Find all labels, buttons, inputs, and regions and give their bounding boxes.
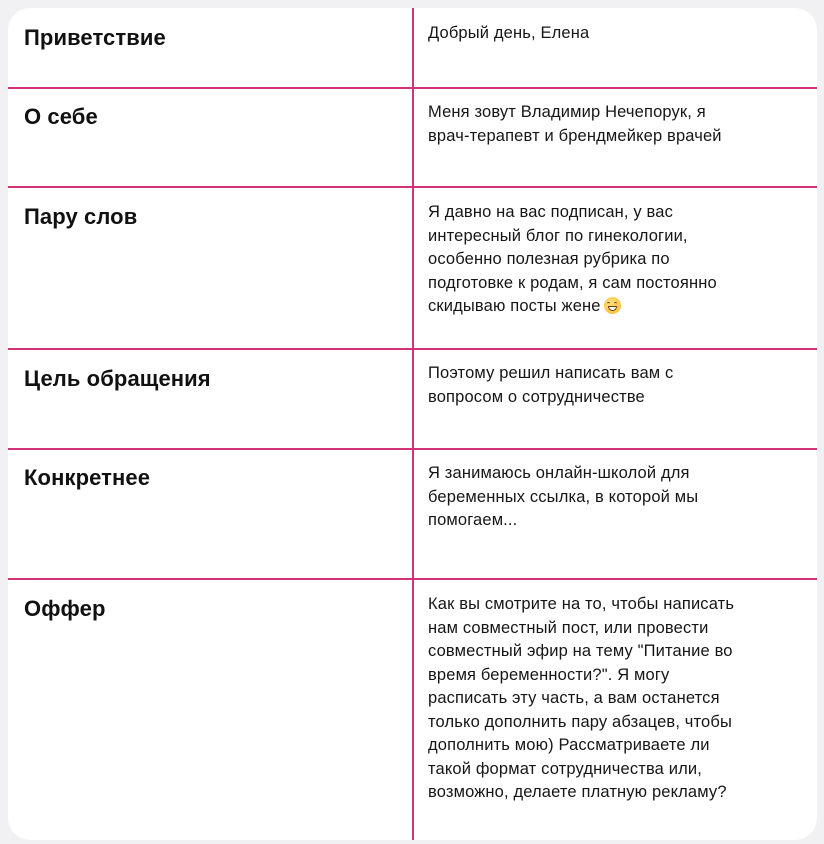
text-line: помогаем... bbox=[428, 511, 518, 529]
text-line: Я давно на вас подписан, у вас bbox=[428, 203, 673, 221]
row-label-offer: Оффер bbox=[24, 596, 106, 621]
row-label-about: О себе bbox=[24, 104, 98, 129]
text-line: Добрый день, Елена bbox=[428, 24, 590, 42]
text-line: расписать эту часть, а вам останется bbox=[428, 689, 720, 707]
column-divider bbox=[412, 8, 414, 840]
row-label-purpose: Цель обращения bbox=[24, 366, 211, 391]
row-label-few-words: Пару слов bbox=[24, 204, 138, 229]
row-value-about bbox=[428, 101, 800, 148]
text-line: время беременности?". Я могу bbox=[428, 665, 670, 684]
row-label-greeting: Приветствие bbox=[24, 25, 166, 50]
row-value-few-words bbox=[428, 201, 800, 319]
row-divider bbox=[8, 578, 817, 580]
row-divider bbox=[8, 186, 817, 188]
row-value-purpose bbox=[428, 362, 800, 409]
text-line: скидываю посты жене bbox=[428, 297, 601, 315]
row-value-specifics bbox=[428, 462, 800, 533]
row-value-offer bbox=[428, 593, 800, 805]
text-line: интересный блог по гинекологии, bbox=[428, 226, 688, 245]
text-line: особенно полезная рубрика по bbox=[428, 250, 670, 268]
text-line: только дополнить пару абзацев, чтобы bbox=[428, 712, 732, 731]
text-line: дополнить мою) Рассматриваете ли bbox=[428, 736, 710, 754]
row-label-specifics: Конкретнее bbox=[24, 465, 151, 490]
row-divider bbox=[8, 348, 817, 350]
text-line-with-emoji bbox=[428, 295, 800, 319]
row-value-greeting bbox=[428, 22, 800, 46]
message-template-table bbox=[8, 8, 817, 840]
text-line: Меня зовут Владимир Нечепорук, я bbox=[428, 103, 706, 121]
text-line: врач-терапевт и брендмейкер врачей bbox=[428, 126, 722, 145]
row-divider bbox=[8, 448, 817, 450]
grinning-face-icon bbox=[604, 297, 621, 314]
text-line: совместный эфир на тему "Питание во bbox=[428, 642, 733, 660]
row-divider bbox=[8, 87, 817, 89]
text-line: Как вы смотрите на то, чтобы написать bbox=[428, 595, 735, 613]
text-line: беременных ссылка, в которой мы bbox=[428, 487, 699, 506]
text-line: подготовке к родам, я сам постоянно bbox=[428, 273, 717, 292]
text-line: Поэтому решил написать вам с bbox=[428, 364, 674, 382]
text-line: такой формат сотрудничества или, bbox=[428, 759, 702, 778]
text-line: нам совместный пост, или провести bbox=[428, 618, 709, 637]
text-line: Я занимаюсь онлайн-школой для bbox=[428, 464, 690, 482]
text-line: вопросом о сотрудничестве bbox=[428, 387, 645, 406]
text-line: возможно, делаете платную рекламу? bbox=[428, 783, 727, 801]
